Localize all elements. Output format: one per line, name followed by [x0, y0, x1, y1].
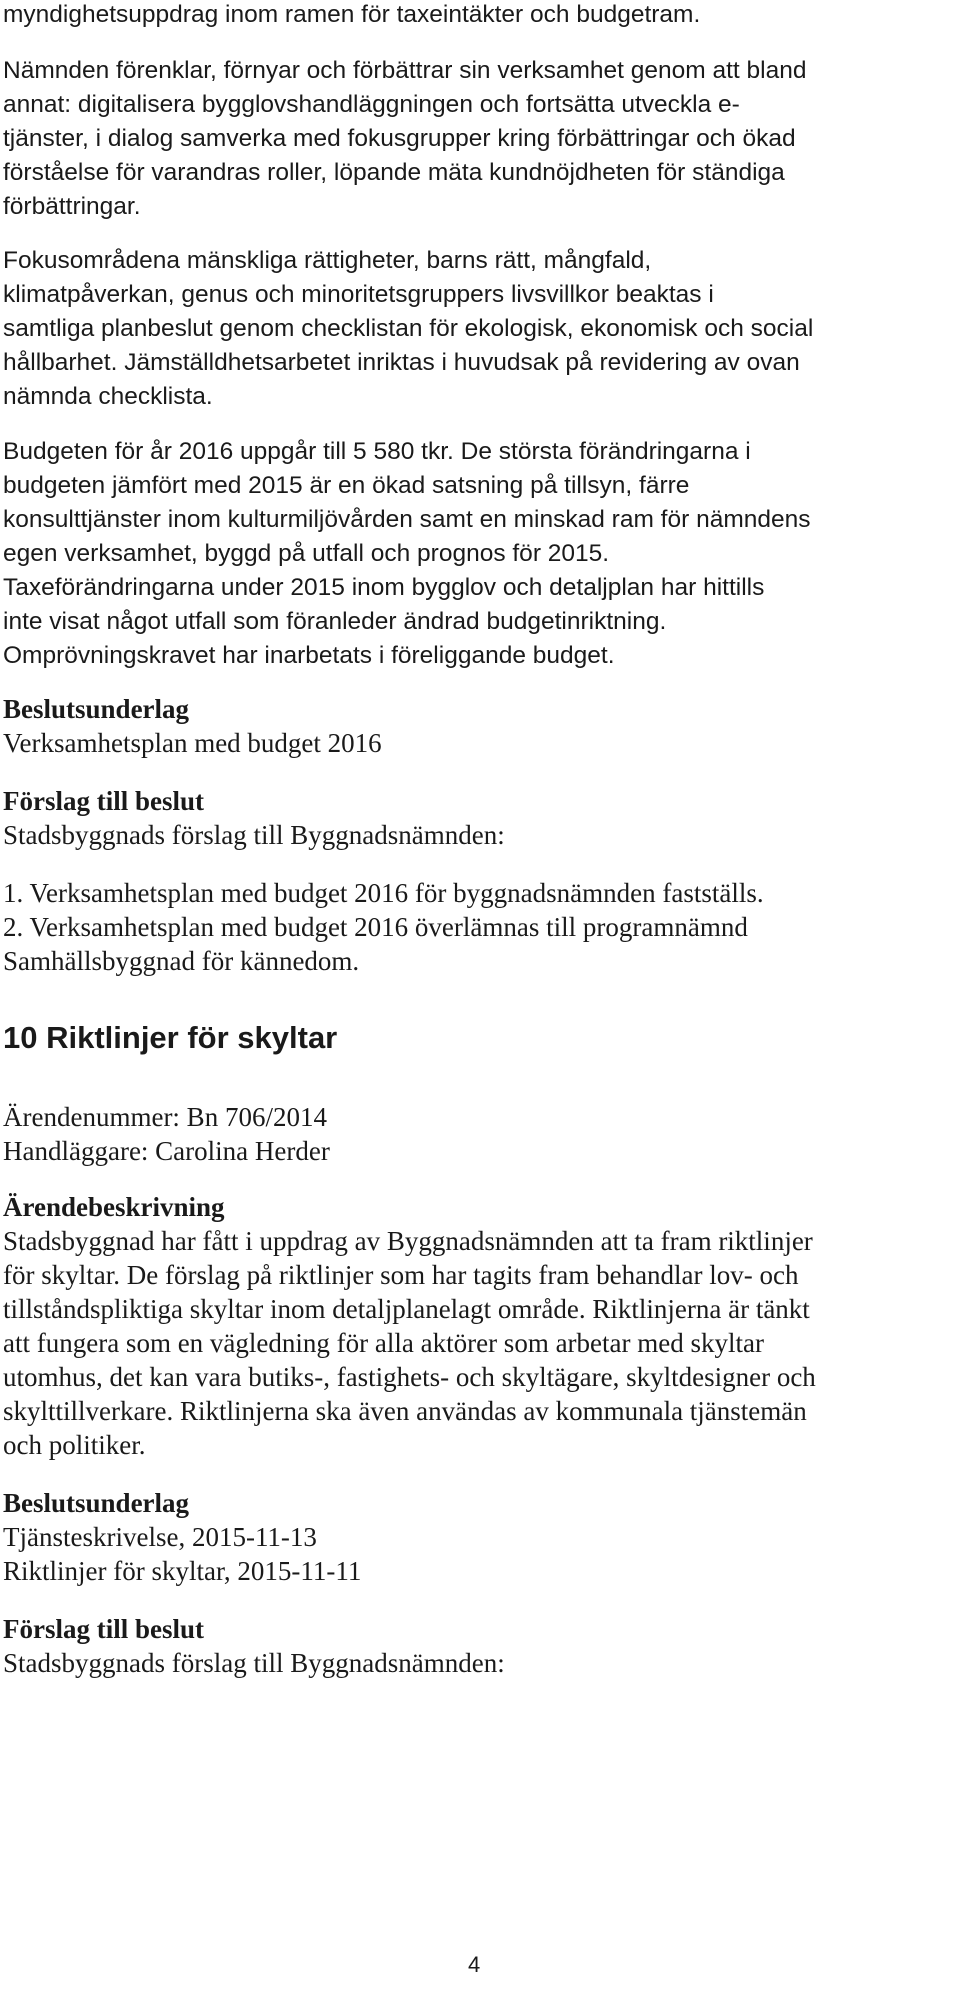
budget-line: Taxeförändringarna under 2015 inom bygglov och detaljplan har hittills: [3, 574, 765, 601]
page-number: 4: [468, 1952, 481, 1977]
intro-para2-line: Fokusområdena mänskliga rättigheter, barns rätt, mångfald,: [3, 247, 652, 274]
beskrivning-line: och politiker.: [3, 1430, 146, 1460]
beslutsunderlag-heading: Beslutsunderlag: [3, 1488, 190, 1518]
budget-line: Omprövningskravet har inarbetats i föreliggande budget.: [3, 642, 615, 669]
beskrivning-line: Stadsbyggnad har fått i uppdrag av Byggnadsnämnden att ta fram riktlinjer: [3, 1226, 813, 1256]
forslag-text: Stadsbyggnads förslag till Byggnadsnämnden:: [3, 1648, 505, 1678]
forslag-text: Stadsbyggnads förslag till Byggnadsnämnden:: [3, 820, 505, 850]
intro-para1-line: förbättringar.: [3, 193, 141, 220]
intro-para2-line: samtliga planbeslut genom checklistan för ekologisk, ekonomisk och social: [3, 315, 814, 342]
beskrivning-line: att fungera som en vägledning för alla aktörer som arbetar med skyltar: [3, 1328, 764, 1358]
budget-line: budgeten jämfört med 2015 är en ökad satsning på tillsyn, färre: [3, 472, 690, 499]
intro-para1-line: annat: digitalisera bygglovshandläggningen och fortsätta utveckla e-: [3, 91, 740, 118]
beslutsunderlag-item: Riktlinjer för skyltar, 2015-11-11: [3, 1556, 362, 1586]
beskrivning-line: för skyltar. De förslag på riktlinjer som har tagits fram behandlar lov- och: [3, 1260, 799, 1290]
forslag-heading: Förslag till beslut: [3, 786, 204, 816]
budget-line: egen verksamhet, byggd på utfall och prognos för 2015.: [3, 540, 610, 567]
budget-line: Budgeten för år 2016 uppgår till 5 580 tkr. De största förändringarna i: [3, 438, 751, 465]
arendenummer: Ärendenummer: Bn 706/2014: [3, 1102, 327, 1132]
forslag-heading: Förslag till beslut: [3, 1614, 204, 1644]
beskrivning-line: tillståndspliktiga skyltar inom detaljplanelagt område. Riktlinjerna är tänkt: [3, 1294, 810, 1324]
beskrivning-line: skylttillverkare. Riktlinjerna ska även användas av kommunala tjänstemän: [3, 1396, 807, 1426]
arendebeskrivning-heading: Ärendebeskrivning: [3, 1192, 225, 1222]
beskrivning-line: utomhus, det kan vara butiks-, fastighets- och skyltägare, skyltdesigner och: [3, 1362, 816, 1392]
intro-para2-line: klimatpåverkan, genus och minoritetsgruppers livsvillkor beaktas i: [3, 281, 714, 308]
intro-para1-line: tjänster, i dialog samverka med fokusgrupper kring förbättringar och ökad: [3, 125, 796, 152]
intro-para1-line: Nämnden förenklar, förnyar och förbättrar sin verksamhet genom att bland: [3, 57, 807, 84]
beslutsunderlag-heading: Beslutsunderlag: [3, 694, 190, 724]
budget-line: inte visat något utfall som föranleder ändrad budgetinriktning.: [3, 608, 667, 635]
intro-para2-line: hållbarhet. Jämställdhetsarbetet inriktas i huvudsak på revidering av ovan: [3, 349, 800, 376]
intro-para2-line: nämnda checklista.: [3, 383, 213, 410]
intro-line: myndighetsuppdrag inom ramen för taxeintäkter och budgetram.: [3, 1, 701, 28]
handlaggare: Handläggare: Carolina Herder: [3, 1136, 330, 1166]
beslutsunderlag-text: Verksamhetsplan med budget 2016: [3, 728, 382, 758]
decision-item: 1. Verksamhetsplan med budget 2016 för byggnadsnämnden fastställs.: [3, 878, 764, 908]
section-title: 10 Riktlinjer för skyltar: [3, 1020, 338, 1055]
budget-line: konsulttjänster inom kulturmiljövården samt en minskad ram för nämndens: [3, 506, 811, 533]
decision-item: Samhällsbyggnad för kännedom.: [3, 946, 360, 976]
decision-item: 2. Verksamhetsplan med budget 2016 överlämnas till programnämnd: [3, 912, 748, 942]
beslutsunderlag-item: Tjänsteskrivelse, 2015-11-13: [3, 1522, 317, 1552]
intro-para1-line: förståelse för varandras roller, löpande mäta kundnöjdheten för ständiga: [3, 159, 785, 186]
